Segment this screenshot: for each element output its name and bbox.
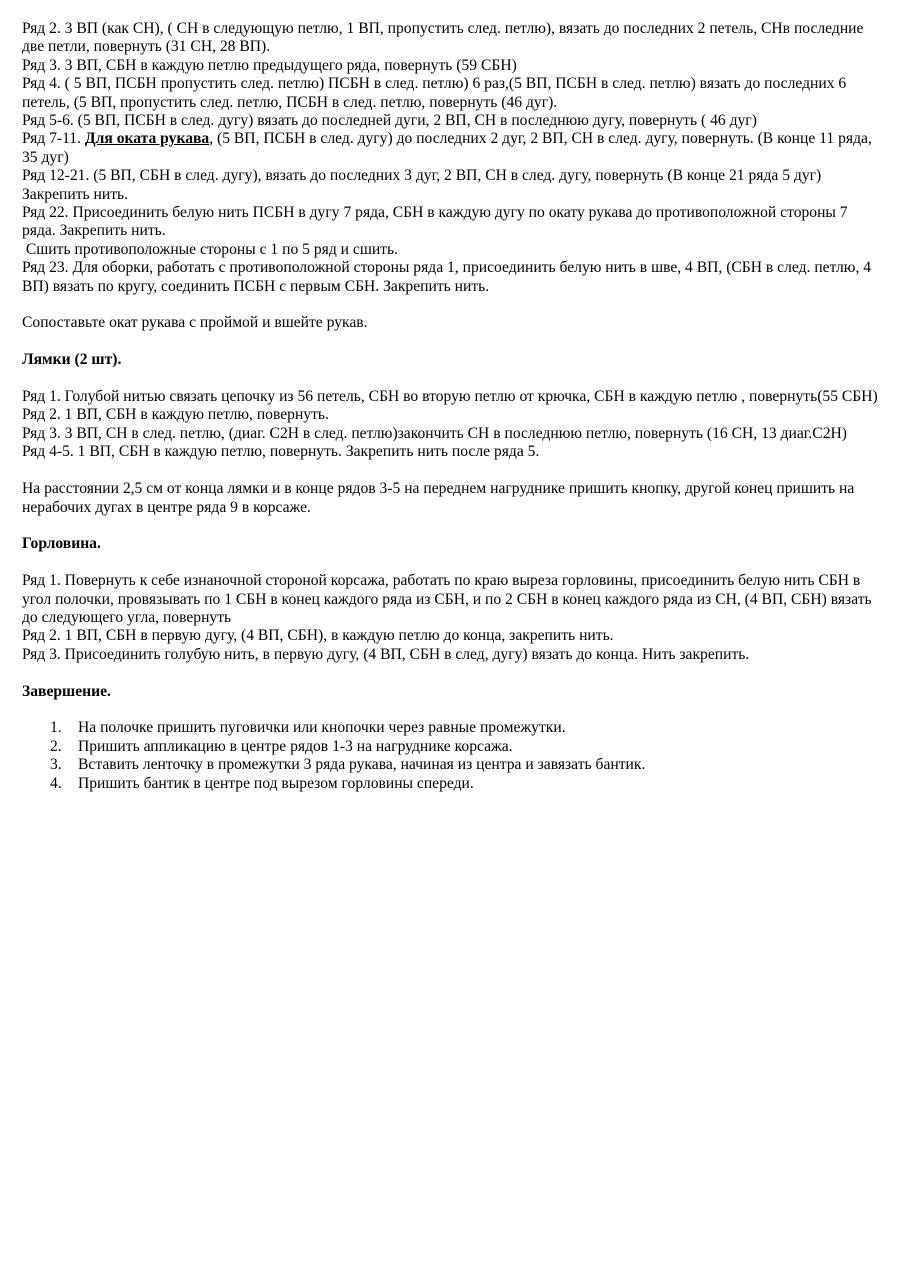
straps-heading: Лямки (2 шт).	[22, 351, 122, 369]
finishing-section	[22, 683, 884, 793]
sleeve-row-2: Ряд 2. 3 ВП (как СН), ( СН в следующую петлю, 1 ВП, пропустить след. петлю), вязать до последних 2 петель, СНв последние две петли, повернуть (31 СН, 28 ВП).	[22, 20, 864, 56]
list-item	[22, 738, 884, 756]
list-item-text: Вставить ленточку в промежутки 3 ряда рукава, начиная из центра и завязать бантик.	[78, 756, 646, 774]
straps-row-3: Ряд 3. 3 ВП, СН в след. петлю, (диаг. С2Н в след. петлю)закончить СН в последнюю петлю, повернуть (16 СН, 13 диаг.С2Н)	[22, 424, 847, 442]
straps-section	[22, 351, 884, 517]
straps-row-4-5: Ряд 4-5. 1 ВП, СБН в каждую петлю, повернуть. Закрепить нить после ряда 5.	[22, 443, 540, 461]
sleeve-cap-highlight: Для оката рукава	[84, 130, 210, 148]
neckline-section	[22, 535, 884, 664]
list-item	[22, 775, 884, 793]
sleeve-row-3: Ряд 3. 3 ВП, СБН в каждую петлю предыдущего ряда, повернуть (59 СБН)	[22, 56, 517, 74]
list-item-number: 1.	[50, 719, 62, 737]
sleeve-row-7-11-rest: , (5 ВП, ПСБН в след. дугу) до последних 2 дуг, 2 ВП, СН в след. дугу, повернуть. (В конце 11 ряда, 35 дуг)	[22, 130, 872, 166]
neckline-heading: Горловина.	[22, 535, 101, 553]
finishing-list	[22, 719, 884, 793]
neckline-row-3: Ряд 3. Присоединить голубую нить, в первую дугу, (4 ВП, СБН в след, дугу) вязать до конца. Нить закрепить.	[22, 645, 750, 663]
sleeve-row-7-11	[22, 130, 884, 167]
sleeve-row-7-11-prefix: Ряд 7-11.	[22, 130, 85, 148]
sleeve-attach-note: Сопоставьте окат рукава с проймой и вшейте рукав.	[22, 314, 368, 332]
neckline-row-2: Ряд 2. 1 ВП, СБН в первую дугу, (4 ВП, СБН), в каждую петлю до конца, закрепить нить.	[22, 627, 614, 645]
neckline-row-1: Ряд 1. Повернуть к себе изнаночной стороной корсажа, работать по краю выреза горловины, присоединить белую нить СБН в угол полочки, провязывать по 1 СБН в конец каждого ряда из СБН, и по 2 СБН в конец каждого ряда из СН, (4 ВП, СБН) вязать до следующего угла, повернуть	[22, 572, 872, 626]
finishing-heading: Завершение.	[22, 682, 111, 700]
sleeve-row-5-6: Ряд 5-6. (5 ВП, ПСБН в след. дугу) вязать до последней дуги, 2 ВП, СН в последнюю дугу, повернуть ( 46 дуг)	[22, 112, 757, 130]
list-item-number: 2.	[50, 737, 62, 755]
sleeve-row-4: Ряд 4. ( 5 ВП, ПСБН пропустить след. петлю) ПСБН в след. петлю) 6 раз,(5 ВП, ПСБН в след. петлю) вязать до последних 6 петель, (5 ВП, пропустить след. петлю, ПСБН в след. петлю, повернуть (46 дуг).	[22, 75, 847, 111]
straps-row-1: Ряд 1. Голубой нитью связать цепочку из 56 петель, СБН во вторую петлю от крючка, СБН в каждую петлю , повернуть(55 СБН)	[22, 388, 878, 406]
list-item-text: Пришить бантик в центре под вырезом горловины спереди.	[78, 774, 474, 792]
list-item-number: 4.	[50, 774, 62, 792]
list-item-text: Пришить аппликацию в центре рядов 1-3 на нагруднике корсажа.	[78, 737, 513, 755]
list-item	[22, 719, 884, 737]
sleeve-row-22: Ряд 22. Присоединить белую нить ПСБН в дугу 7 ряда, СБН в каждую дугу по окату рукава до противоположной стороны 7 ряда. Закрепить нить.	[22, 204, 848, 240]
sleeve-row-23: Ряд 23. Для оборки, работать с противоположной стороны ряда 1, присоединить белую нить в шве, 4 ВП, (СБН в след. петлю, 4 ВП) вязать по кругу, соединить ПСБН с первым СБН. Закрепить нить.	[22, 259, 872, 295]
sleeve-row-12-21: Ряд 12-21. (5 ВП, СБН в след. дугу), вязать до последних 3 дуг, 2 ВП, СН в след. дугу, повернуть (В конце 21 ряда 5 дуг) Закрепить нить.	[22, 167, 822, 203]
document-page	[22, 20, 884, 793]
straps-row-2: Ряд 2. 1 ВП, СБН в каждую петлю, повернуть.	[22, 406, 329, 424]
sleeve-sew-note: Сшить противоположные стороны с 1 по 5 ряд и сшить.	[22, 240, 399, 258]
list-item-number: 3.	[50, 756, 62, 774]
list-item	[22, 756, 884, 774]
straps-note: На расстоянии 2,5 см от конца лямки и в конце рядов 3-5 на переднем нагруднике пришить кнопку, другой конец пришить на нерабочих дугах в центре ряда 9 в корсаже.	[22, 480, 855, 516]
list-item-text: На полочке пришить пуговички или кнопочки через равные промежутки.	[78, 719, 566, 737]
sleeve-section	[22, 20, 884, 333]
